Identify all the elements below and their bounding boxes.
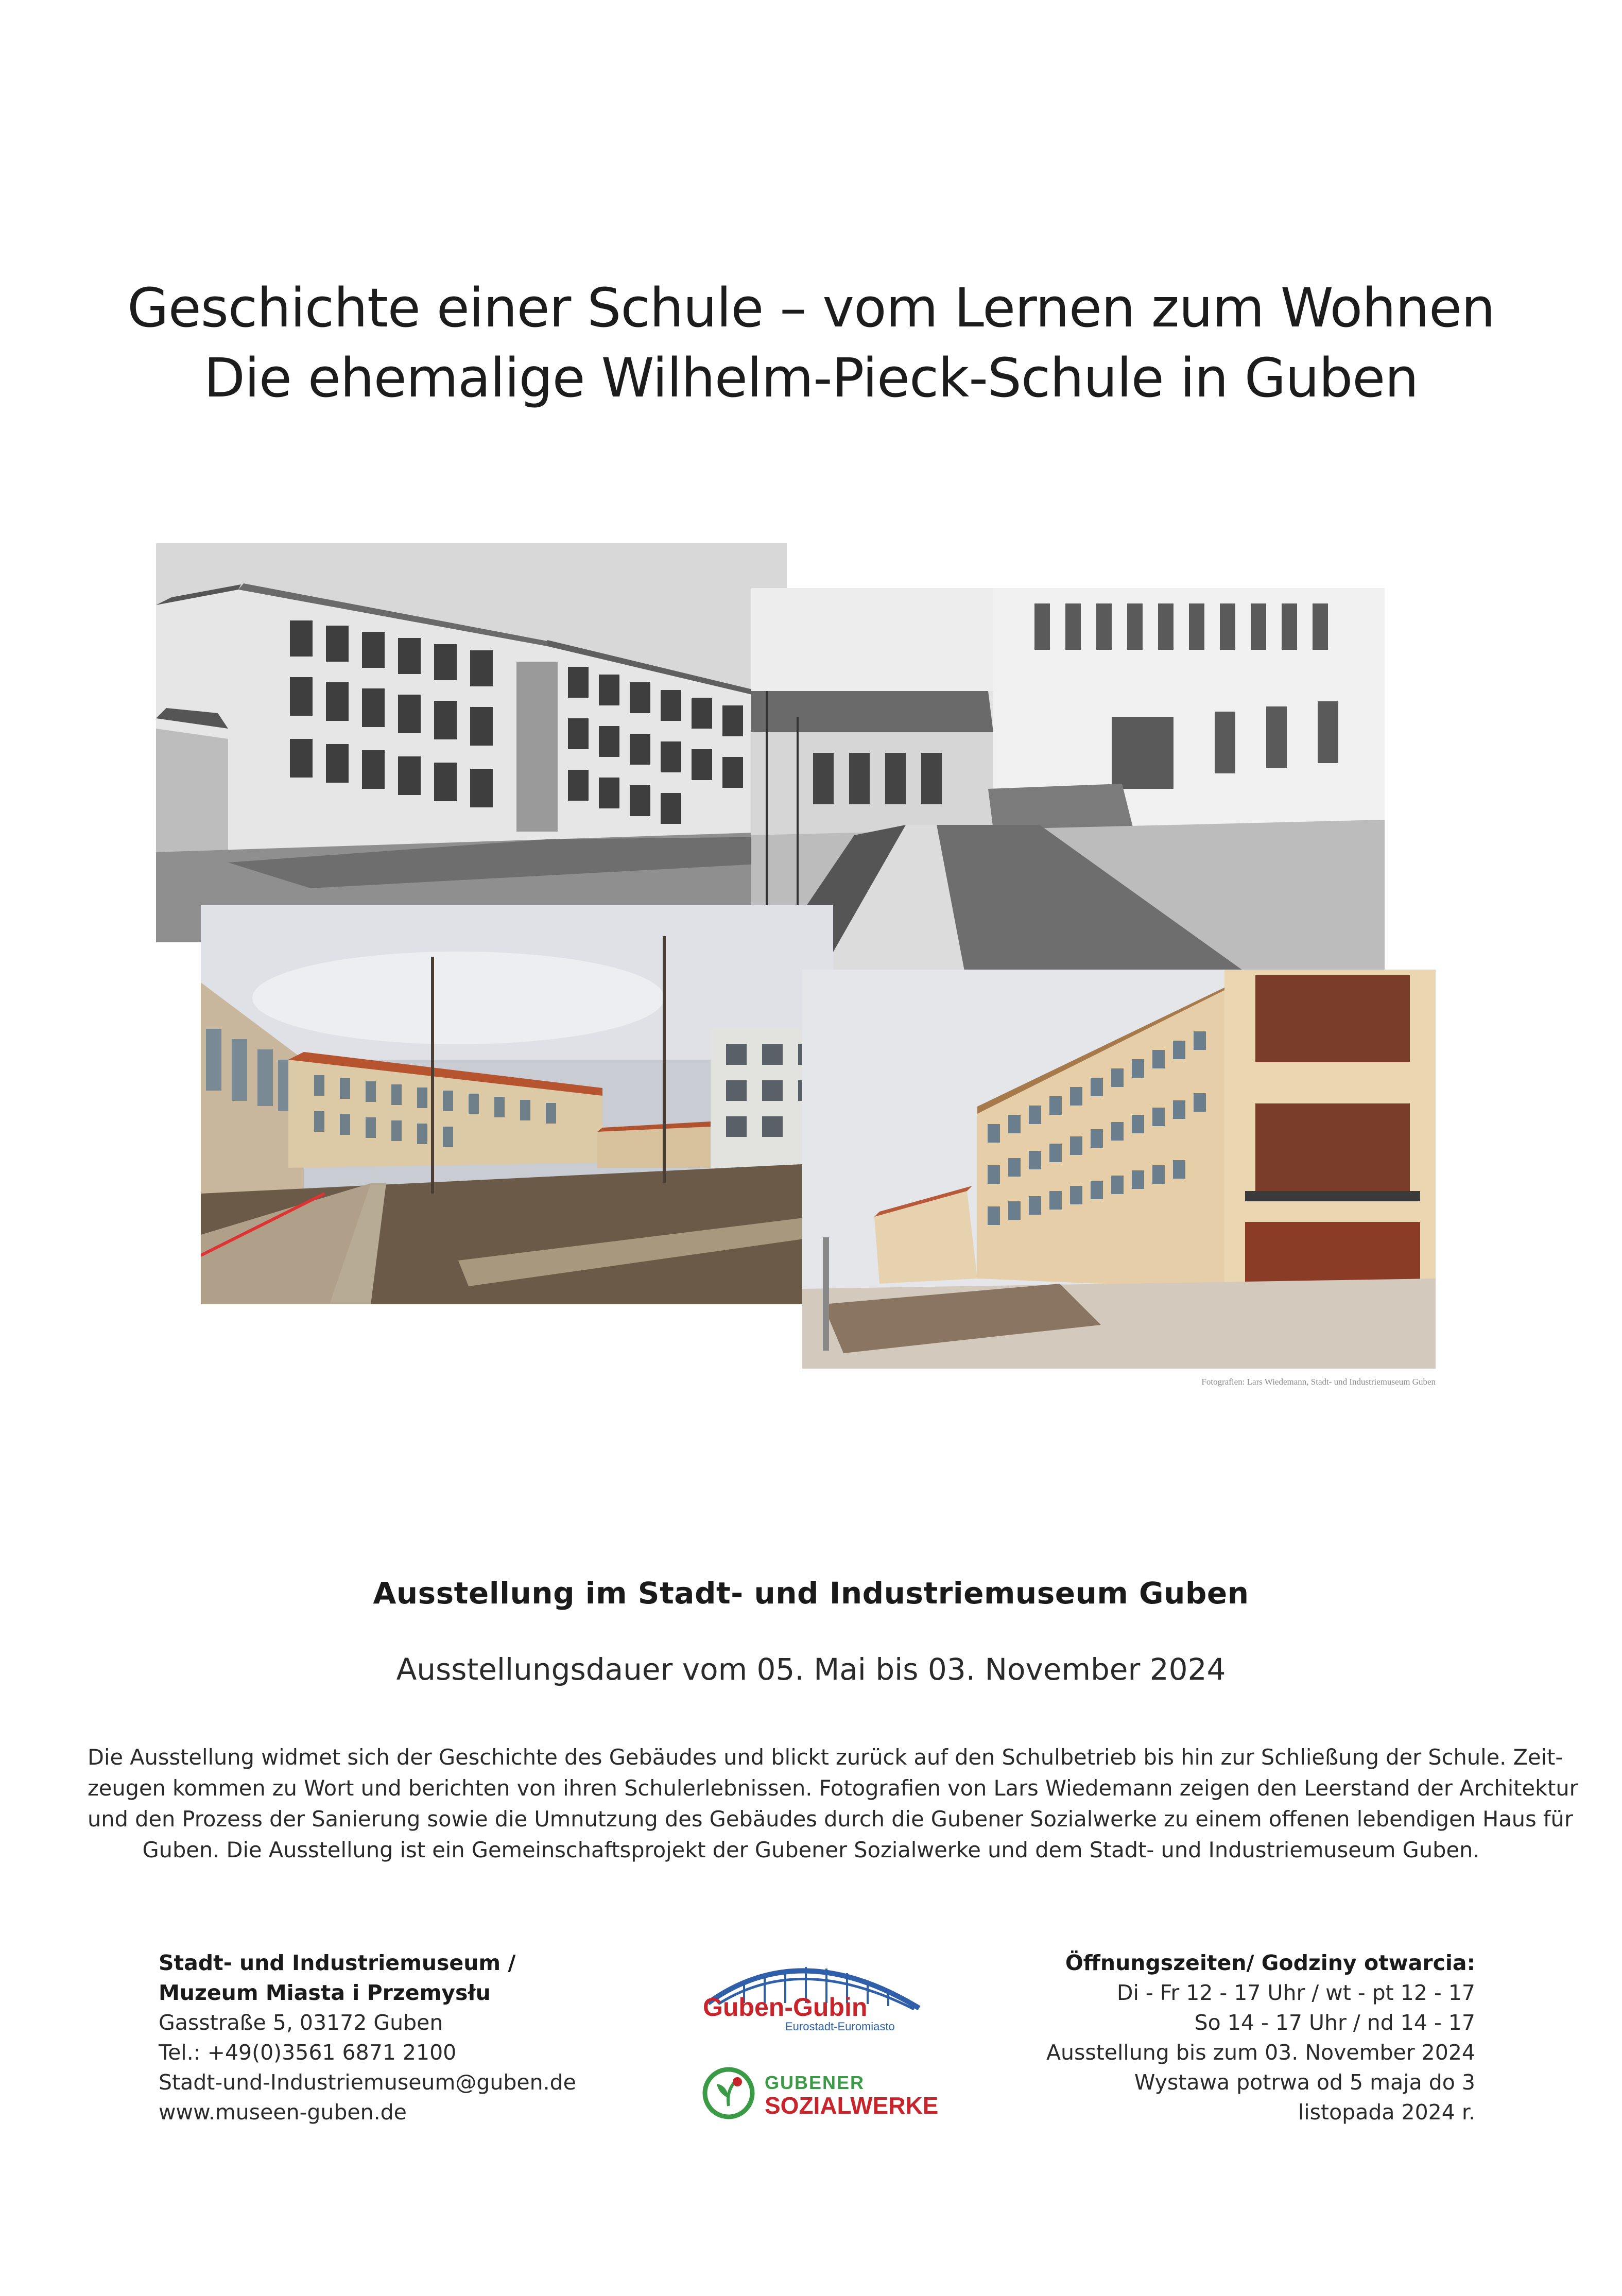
hours-sunday: So 14 - 17 Uhr / nd 14 - 17 bbox=[1194, 2010, 1475, 2035]
renovation-site-photo bbox=[201, 905, 833, 1304]
poster-title bbox=[0, 273, 1622, 413]
museum-website[interactable]: www.museen-guben.de bbox=[159, 2100, 407, 2125]
museum-address: Gasstraße 5, 03172 Guben bbox=[159, 2010, 443, 2035]
description-line: und den Prozess der Sanierung sowie die Umnutzung des Gebäudes durch die Gubener Sozialwerke zu einem offenen lebendigen Haus für bbox=[88, 1806, 1573, 1832]
exhibition-location: Ausstellung im Stadt- und Industriemuseum Guben bbox=[373, 1576, 1249, 1611]
exhibition-description bbox=[88, 1742, 1578, 1866]
museum-name-pl: Muzeum Miasta i Przemysłu bbox=[159, 1980, 491, 2005]
description-line: Guben. Die Ausstellung ist ein Gemeinschaftsprojekt der Gubener Sozialwerke und dem Stadt- und Industriemuseum Guben. bbox=[142, 1837, 1480, 1862]
museum-phone: Tel.: +49(0)3561 6871 2100 bbox=[159, 2040, 457, 2065]
sozialwerke-word-top: GUBENER bbox=[765, 2072, 865, 2093]
hours-end-pl-2: listopada 2024 r. bbox=[1298, 2100, 1475, 2125]
guben-gubin-tagline: Eurostadt-Euromiasto bbox=[785, 2020, 895, 2033]
museum-name-de: Stadt- und Industriemuseum / bbox=[159, 1950, 516, 1975]
historic-courtyard-photo bbox=[751, 588, 1385, 987]
museum-email[interactable]: Stadt-und-Industriemuseum@guben.de bbox=[159, 2070, 576, 2095]
historic-school-facade-photo bbox=[156, 543, 787, 942]
hours-weekday: Di - Fr 12 - 17 Uhr / wt - pt 12 - 17 bbox=[1116, 1980, 1475, 2005]
title-line-1: Geschichte einer Schule – vom Lernen zum Wohnen bbox=[127, 277, 1495, 339]
exhibition-duration: Ausstellungsdauer vom 05. Mai bis 03. November 2024 bbox=[396, 1652, 1226, 1687]
description-line: zeugen kommen zu Wort und berichten von ihren Schulerlebnissen. Fotografien von Lars Wiedemann zeigen den Leerstand der Architektur bbox=[88, 1775, 1578, 1801]
guben-gubin-wordmark: Guben-Gubin bbox=[703, 1993, 868, 2022]
description-line: Die Ausstellung widmet sich der Geschichte des Gebäudes und blickt zurück auf den Schulbetrieb bis hin zur Schließung der Schule. Zeit- bbox=[88, 1745, 1563, 1770]
hours-heading: Öffnungszeiten/ Godziny otwarcia: bbox=[1065, 1950, 1475, 1975]
hours-end-de: Ausstellung bis zum 03. November 2024 bbox=[1046, 2040, 1475, 2065]
renovated-school-photo bbox=[802, 970, 1436, 1369]
photo-credit: Fotografien: Lars Wiedemann, Stadt- und Industriemuseum Guben bbox=[1201, 1377, 1436, 1387]
museum-contact bbox=[159, 1948, 576, 2127]
opening-hours bbox=[1046, 1948, 1475, 2127]
sozialwerke-word-bottom: SOZIALWERKE bbox=[765, 2092, 939, 2119]
title-line-2: Die ehemalige Wilhelm-Pieck-Schule in Guben bbox=[203, 347, 1419, 409]
hours-end-pl-1: Wystawa potrwa od 5 maja do 3 bbox=[1134, 2070, 1475, 2095]
gubener-sozialwerke-logo bbox=[700, 2062, 942, 2124]
guben-gubin-logo bbox=[698, 1946, 932, 2036]
